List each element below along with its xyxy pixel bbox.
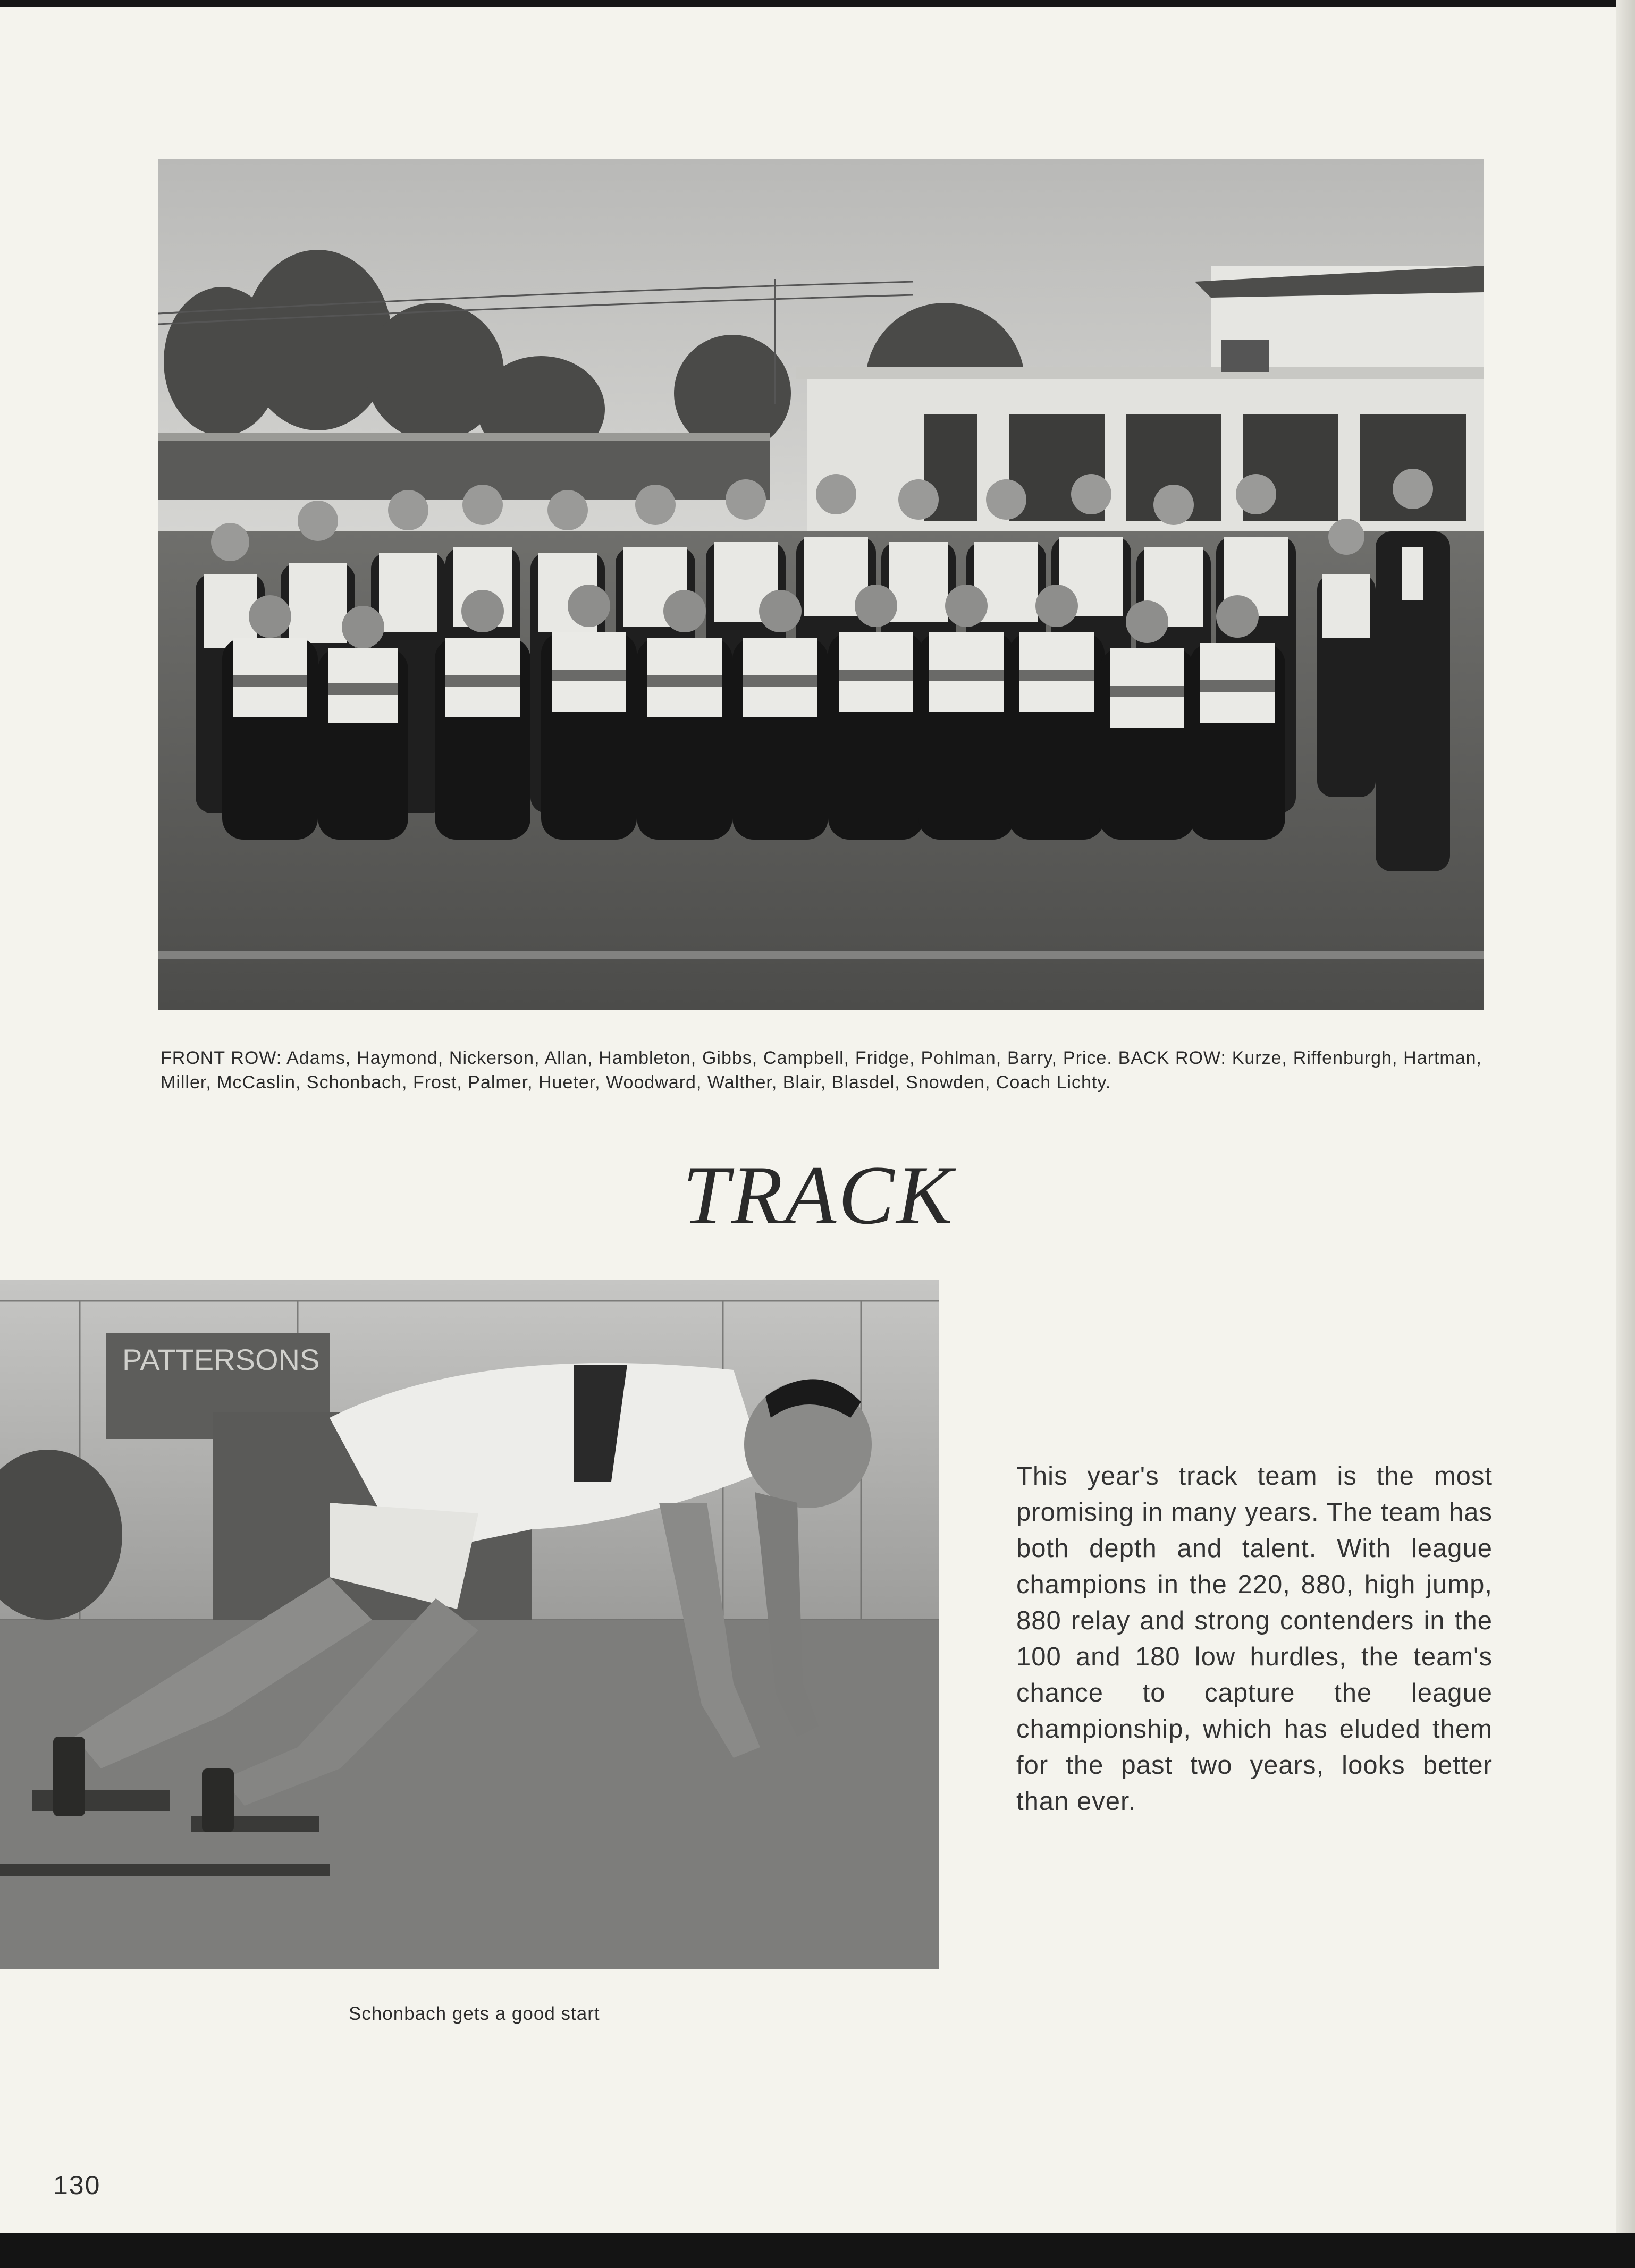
article-body-text: This year's track team is the most promising in many years. The team has both depth and talent. With league champions in the 220, 880, high jump, 880 relay and strong contenders in the 100 and 180 low hurdles, the team's chance to capture the league championship, which has eluded them for the past two years, looks better than ever.: [1016, 1462, 1493, 1816]
team-photo: [158, 159, 1484, 1010]
action-photo: [0, 1280, 939, 1969]
sign-text: PATTERSONS: [122, 1343, 320, 1376]
top-scan-border: [0, 0, 1635, 7]
page-edge-shadow: [1616, 0, 1635, 2268]
page-number: 130: [53, 2170, 101, 2200]
action-photo-caption: Schonbach gets a good start: [349, 2003, 600, 2024]
section-title: TRACK: [682, 1149, 955, 1242]
team-roster-caption: FRONT ROW: Adams, Haymond, Nickerson, Allan, Hambleton, Gibbs, Campbell, Fridge, Pohlman, Barry, Price. BACK ROW: Kurze, Riffenburgh, Hartman, Miller, McCaslin, Schonbach, Frost, Palmer, Hueter, Woodward, Walther, Blair, Blasdel, Snowden, Coach Lichty.: [161, 1048, 1482, 1093]
bottom-scan-border: [0, 2233, 1635, 2268]
